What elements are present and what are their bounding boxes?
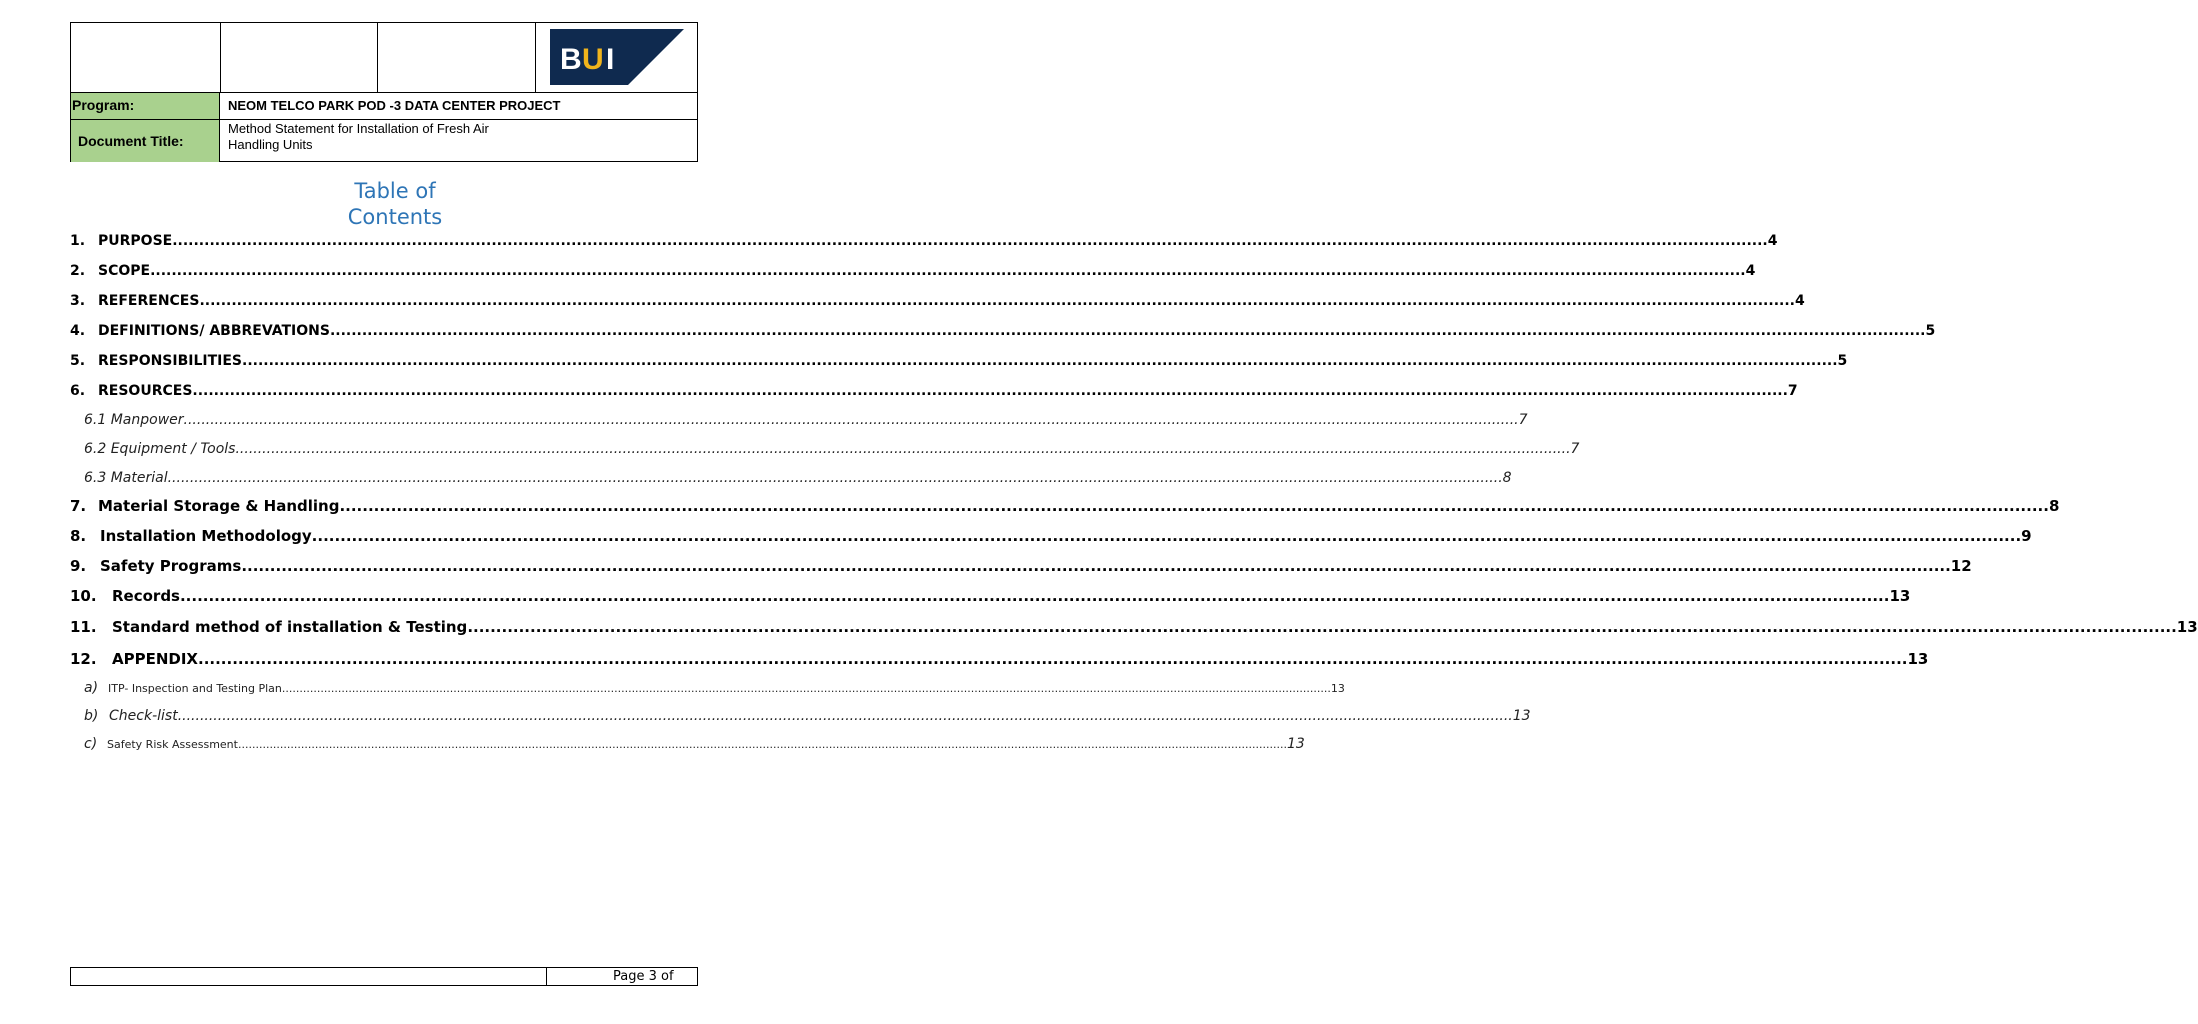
toc-entry-page: 13	[1889, 587, 1911, 605]
toc-entry-number: 2.	[70, 263, 86, 279]
toc-entry-page: 7	[1787, 383, 1798, 399]
toc-appendix-entry[interactable]	[70, 736, 1305, 758]
toc-entry-text: APPENDIX	[112, 650, 198, 668]
toc-entry-number: 7.	[70, 497, 87, 515]
leader-dots: ............................................................................................................................................................................................................................................................................................................	[339, 497, 2049, 515]
toc-entry-number: 10.	[70, 587, 97, 605]
header-logo-row	[71, 23, 697, 93]
toc-entry-page: 7	[1518, 412, 1528, 428]
toc-entry-page: 5	[1837, 353, 1848, 369]
toc-entry-text: Standard method of installation & Testing	[112, 618, 468, 636]
toc-entry-number: 5.	[70, 353, 86, 369]
toc-entry-page: 13	[1330, 682, 1345, 695]
toc-entry-text: Check-list	[109, 708, 178, 724]
document-title-line-1: Method Statement for Installation of Fresh Air	[228, 121, 489, 136]
toc-entry-number: 3.	[70, 293, 86, 309]
toc-subentry[interactable]	[70, 470, 1512, 492]
page-number: Page 3 of	[613, 969, 674, 984]
toc-entry[interactable]	[70, 650, 1929, 672]
header-cell-empty-3	[378, 23, 536, 93]
toc-entry-text: RESOURCES	[98, 383, 193, 399]
toc-entry-number: a)	[84, 680, 99, 696]
toc-entry-page: 9	[2021, 527, 2032, 545]
toc-entry[interactable]	[70, 233, 1778, 255]
company-logo	[550, 29, 684, 85]
toc-entry-number: c)	[84, 736, 98, 752]
toc-entry[interactable]	[70, 618, 2198, 640]
toc-subentry[interactable]	[70, 441, 1580, 463]
program-row	[71, 93, 697, 120]
leader-dots: ............................................................................................................................................................................................................................................................................................................	[192, 383, 1788, 399]
toc-entry-text: Installation Methodology	[100, 527, 312, 545]
leader-dots: ............................................................................................................................................................................................................................................................................................................	[199, 293, 1795, 309]
toc-entry-text: Material Storage & Handling	[98, 497, 340, 515]
leader-dots: ............................................................................................................................................................................................................................................................................................................	[183, 412, 1519, 428]
document-title-label	[71, 120, 220, 162]
toc-entry-number: b)	[84, 708, 99, 724]
toc-entry[interactable]	[70, 323, 1936, 345]
leader-dots: ............................................................................................................................................................................................................................................................................................................	[177, 708, 1513, 724]
toc-entry[interactable]	[70, 383, 1798, 405]
toc-entry-page: 12	[1950, 557, 1972, 575]
leader-dots: ............................................................................................................................................................................................................................................................................................................	[329, 323, 1926, 339]
toc-entry-number: 12.	[70, 650, 97, 668]
toc-entry-text: ITP- Inspection and Testing Plan	[108, 682, 282, 695]
toc-entry[interactable]	[70, 353, 1848, 375]
toc-appendix-entry[interactable]	[70, 708, 1531, 730]
leader-dots: ............................................................................................................................................................................................................................................................................................................	[237, 738, 1287, 751]
toc-entry-page: 13	[2176, 618, 2198, 636]
toc-entry-number: 1.	[70, 233, 86, 249]
toc-heading	[0, 178, 790, 230]
toc-entry[interactable]	[70, 527, 2032, 549]
toc-entry-text: Records	[112, 587, 180, 605]
leader-dots: ............................................................................................................................................................................................................................................................................................................	[281, 682, 1331, 695]
toc-entry-number: 4.	[70, 323, 86, 339]
leader-dots: ............................................................................................................................................................................................................................................................................................................	[235, 441, 1571, 457]
toc-entry-page: 13	[1512, 708, 1531, 724]
toc-entry-page: 8	[1502, 470, 1512, 486]
toc-entry[interactable]	[70, 497, 2060, 519]
leader-dots: ............................................................................................................................................................................................................................................................................................................	[150, 263, 1746, 279]
program-label	[71, 93, 220, 119]
toc-entry-text: DEFINITIONS/ ABBREVATIONS	[98, 323, 330, 339]
toc-entry-number: 11.	[70, 618, 97, 636]
toc-entry-page: 5	[1925, 323, 1936, 339]
header-cell-empty-1	[71, 23, 221, 93]
leader-dots: ............................................................................................................................................................................................................................................................................................................	[241, 557, 1951, 575]
toc-entry[interactable]	[70, 557, 1972, 579]
toc-entry-page: 4	[1767, 233, 1778, 249]
leader-dots: ............................................................................................................................................................................................................................................................................................................	[242, 353, 1838, 369]
document-title-line-2: Handling Units	[228, 137, 313, 152]
toc-entry-text: Safety Programs	[100, 557, 242, 575]
toc-entry-text: REFERENCES	[98, 293, 200, 309]
toc-entry-page: 4	[1745, 263, 1756, 279]
program-value: NEOM TELCO PARK POD -3 DATA CENTER PROJECT	[228, 98, 561, 113]
toc-entry-page: 8	[2048, 497, 2060, 515]
toc-entry-page: 13	[1907, 650, 1929, 668]
svg-text:U: U	[582, 43, 604, 76]
program-label-text: Program:	[72, 97, 135, 113]
toc-entry-text: 6.2 Equipment / Tools	[84, 441, 236, 457]
leader-dots: ............................................................................................................................................................................................................................................................................................................	[311, 527, 2022, 545]
toc-entry-text: Safety Risk Assessment	[107, 738, 238, 751]
document-title-label-text: Document Title:	[78, 133, 184, 149]
toc-entry[interactable]	[70, 587, 1911, 609]
toc-appendix-entry[interactable]	[70, 680, 1345, 702]
header-cell-empty-2	[221, 23, 378, 93]
toc-entry-page: 13	[1286, 736, 1305, 752]
document-header-table	[70, 22, 698, 162]
toc-entry-text: RESPONSIBILITIES	[98, 353, 243, 369]
toc-entry-page: 4	[1794, 293, 1805, 309]
toc-entry-text: 6.1 Manpower	[84, 412, 184, 428]
toc-entry[interactable]	[70, 263, 1756, 285]
toc-entry-number: 6.	[70, 383, 86, 399]
toc-heading-line-2: Contents	[347, 205, 443, 229]
toc-entry-number: 8.	[70, 527, 87, 545]
toc-entry[interactable]	[70, 293, 1805, 315]
toc-heading-line-1: Table of	[354, 179, 436, 203]
toc-entry-text: PURPOSE	[98, 233, 173, 249]
leader-dots: ............................................................................................................................................................................................................................................................................................................	[179, 587, 1890, 605]
leader-dots: ............................................................................................................................................................................................................................................................................................................	[167, 470, 1503, 486]
page-number-cell	[546, 968, 698, 985]
toc-subentry[interactable]	[70, 412, 1528, 434]
leader-dots: ............................................................................................................................................................................................................................................................................................................	[467, 618, 2177, 636]
leader-dots: ............................................................................................................................................................................................................................................................................................................	[198, 650, 1908, 668]
document-title-row	[71, 120, 697, 162]
svg-text:I: I	[606, 43, 615, 76]
toc-entry-text: SCOPE	[98, 263, 151, 279]
page-footer-table	[70, 967, 698, 986]
svg-text:B: B	[560, 43, 582, 76]
leader-dots: ............................................................................................................................................................................................................................................................................................................	[172, 233, 1768, 249]
toc-entry-number: 9.	[70, 557, 87, 575]
toc-entry-text: 6.3 Material	[84, 470, 168, 486]
toc-entry-page: 7	[1570, 441, 1580, 457]
